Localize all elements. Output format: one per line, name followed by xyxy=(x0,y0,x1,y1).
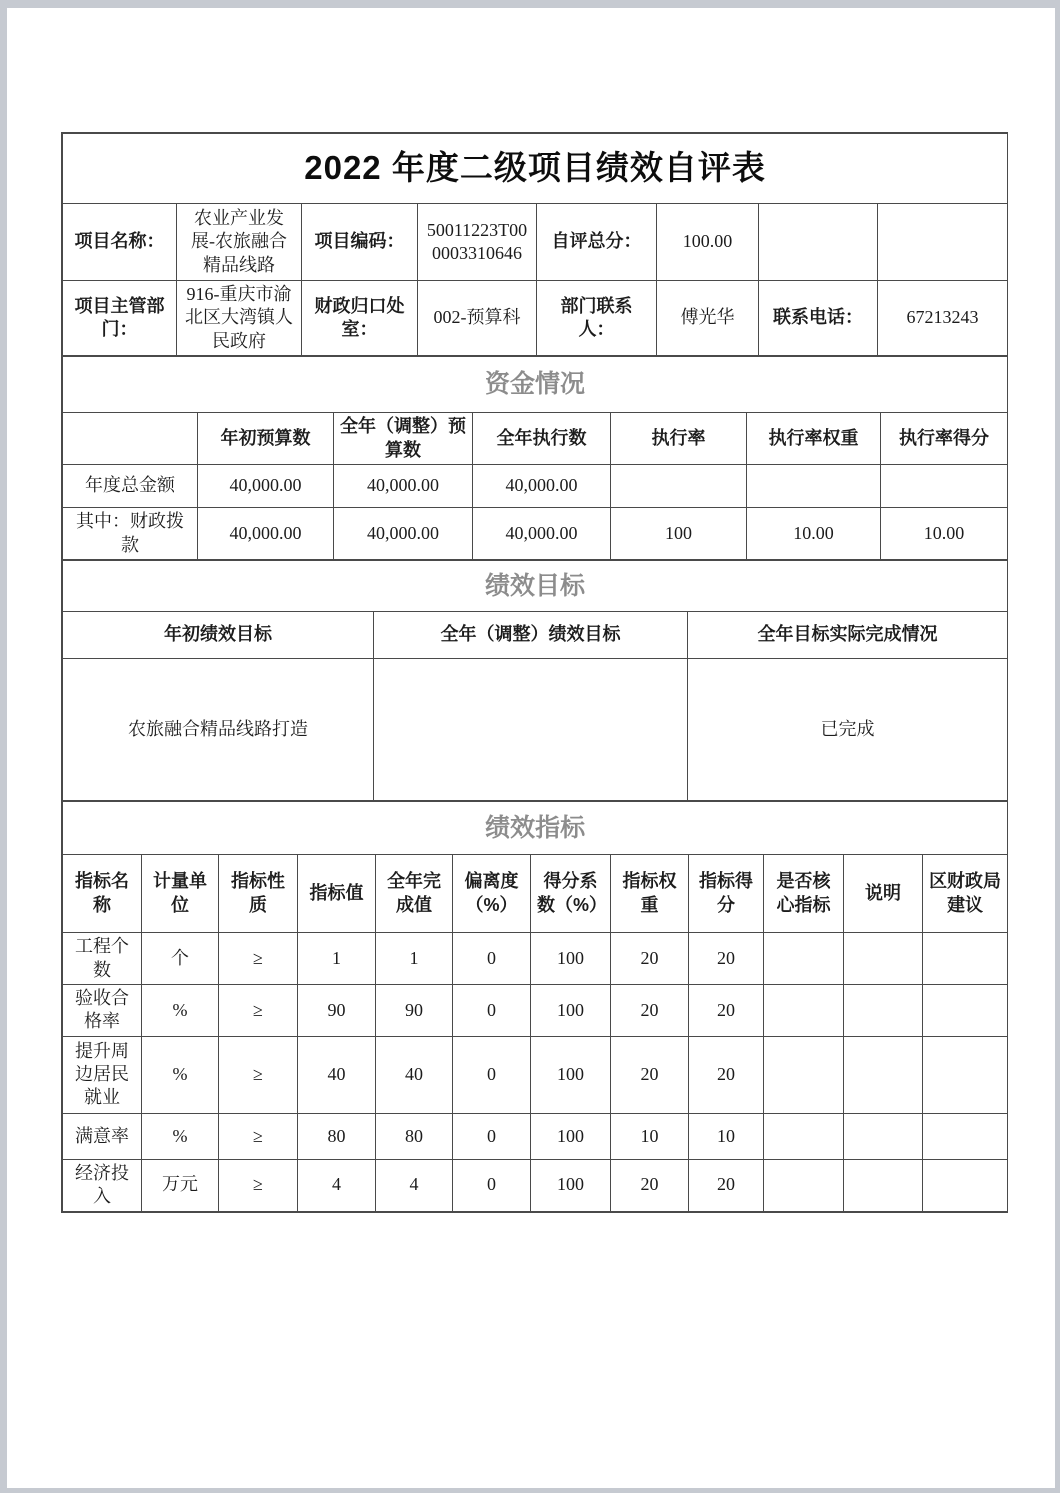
indicator-row xyxy=(63,1113,1008,1159)
cell xyxy=(764,1159,844,1211)
col-header: 全年完成值 xyxy=(376,855,453,933)
performance-goals-table xyxy=(62,560,1008,801)
col-header: 区财政局建议 xyxy=(923,855,1008,933)
cell: 0 xyxy=(453,984,531,1036)
cell: 4 xyxy=(298,1159,376,1211)
cell xyxy=(881,465,1008,508)
cell xyxy=(844,1113,923,1159)
cell: 100 xyxy=(531,984,611,1036)
cell: % xyxy=(142,1036,219,1113)
indicator-row xyxy=(63,1036,1008,1113)
info-row-1 xyxy=(63,204,1008,281)
cell: 万元 xyxy=(142,1159,219,1211)
cell: 4 xyxy=(376,1159,453,1211)
cell: 100 xyxy=(531,1036,611,1113)
cell: % xyxy=(142,984,219,1036)
project-info-table xyxy=(62,133,1008,356)
cell: 20 xyxy=(611,933,689,985)
title-row xyxy=(63,134,1008,204)
goals-content-row xyxy=(63,659,1008,801)
indicator-name: 满意率 xyxy=(63,1113,142,1159)
indicator-row xyxy=(63,933,1008,985)
cell: 90 xyxy=(298,984,376,1036)
cell: 20 xyxy=(689,933,764,985)
cell xyxy=(764,1113,844,1159)
col-header: 年初预算数 xyxy=(198,413,334,465)
cell: ≥ xyxy=(219,1159,298,1211)
phone-label: 联系电话： xyxy=(759,281,878,356)
funding-table xyxy=(62,356,1008,560)
cell xyxy=(844,1159,923,1211)
self-evaluation-form xyxy=(61,132,1008,1213)
fiscal-office-value: 002-预算科 xyxy=(418,281,537,356)
cell: ≥ xyxy=(219,933,298,985)
row-header: 其中：财政拨款 xyxy=(63,508,198,560)
cell: 40 xyxy=(298,1036,376,1113)
col-header: 全年（调整）绩效目标 xyxy=(374,612,688,659)
funding-row-fiscal xyxy=(63,508,1008,560)
cell: 10.00 xyxy=(747,508,881,560)
contact-person-value: 傅光华 xyxy=(657,281,759,356)
info-row-2 xyxy=(63,281,1008,356)
col-header: 计量单位 xyxy=(142,855,219,933)
supervising-dept-label: 项目主管部门： xyxy=(63,281,177,356)
funding-section-title: 资金情况 xyxy=(63,357,1008,413)
cell: 10.00 xyxy=(881,508,1008,560)
cell xyxy=(923,933,1008,985)
supervising-dept-value: 916-重庆市渝北区大湾镇人民政府 xyxy=(177,281,302,356)
cell: 0 xyxy=(453,933,531,985)
indicators-header-row xyxy=(63,855,1008,933)
empty-cell xyxy=(878,204,1008,281)
indicators-section-title: 绩效指标 xyxy=(63,802,1008,855)
col-header: 得分系数（%） xyxy=(531,855,611,933)
cell: 0 xyxy=(453,1159,531,1211)
self-score-label: 自评总分： xyxy=(537,204,657,281)
contact-person-label: 部门联系人： xyxy=(537,281,657,356)
cell: 20 xyxy=(611,1159,689,1211)
col-header: 全年（调整）预算数 xyxy=(334,413,473,465)
col-header: 执行率 xyxy=(611,413,747,465)
cell: 20 xyxy=(689,1159,764,1211)
indicator-name: 验收合格率 xyxy=(63,984,142,1036)
cell: 20 xyxy=(611,984,689,1036)
cell: 100 xyxy=(531,1159,611,1211)
cell: 100 xyxy=(531,1113,611,1159)
cell: 0 xyxy=(453,1036,531,1113)
cell xyxy=(923,1113,1008,1159)
col-header: 执行率权重 xyxy=(747,413,881,465)
indicators-section-row xyxy=(63,802,1008,855)
self-score-value: 100.00 xyxy=(657,204,759,281)
cell xyxy=(764,984,844,1036)
funding-section-row xyxy=(63,357,1008,413)
col-header: 指标性质 xyxy=(219,855,298,933)
cell: 40,000.00 xyxy=(334,508,473,560)
empty-cell xyxy=(759,204,878,281)
cell: 20 xyxy=(611,1036,689,1113)
col-header: 说明 xyxy=(844,855,923,933)
performance-indicators-table xyxy=(62,801,1008,1211)
cell: 0 xyxy=(453,1113,531,1159)
cell: 40,000.00 xyxy=(334,465,473,508)
cell xyxy=(923,984,1008,1036)
cell: 100 xyxy=(611,508,747,560)
cell xyxy=(923,1036,1008,1113)
cell xyxy=(764,933,844,985)
cell: 80 xyxy=(376,1113,453,1159)
col-header: 是否核心指标 xyxy=(764,855,844,933)
cell: 20 xyxy=(689,984,764,1036)
cell xyxy=(844,984,923,1036)
cell: ≥ xyxy=(219,1113,298,1159)
col-header: 指标名称 xyxy=(63,855,142,933)
fiscal-office-label: 财政归口处室： xyxy=(302,281,418,356)
col-header xyxy=(63,413,198,465)
cell: 40,000.00 xyxy=(473,508,611,560)
cell: 40,000.00 xyxy=(198,465,334,508)
cell xyxy=(844,1036,923,1113)
col-header: 全年执行数 xyxy=(473,413,611,465)
cell xyxy=(747,465,881,508)
indicator-row xyxy=(63,984,1008,1036)
cell: 20 xyxy=(689,1036,764,1113)
indicator-row xyxy=(63,1159,1008,1211)
col-header: 指标得分 xyxy=(689,855,764,933)
cell: 90 xyxy=(376,984,453,1036)
cell xyxy=(764,1036,844,1113)
initial-goal-value: 农旅融合精品线路打造 xyxy=(63,659,374,801)
form-title: 2022 年度二级项目绩效自评表 xyxy=(63,134,1008,204)
indicator-name: 提升周边居民就业 xyxy=(63,1036,142,1113)
col-header: 偏离度（%） xyxy=(453,855,531,933)
cell: 40,000.00 xyxy=(473,465,611,508)
cell: 40,000.00 xyxy=(198,508,334,560)
document-page xyxy=(7,8,1055,1488)
cell xyxy=(844,933,923,985)
goals-section-row xyxy=(63,561,1008,612)
goals-section-title: 绩效目标 xyxy=(63,561,1008,612)
cell: 40 xyxy=(376,1036,453,1113)
cell: ≥ xyxy=(219,1036,298,1113)
indicator-name: 经济投入 xyxy=(63,1159,142,1211)
row-header: 年度总金额 xyxy=(63,465,198,508)
cell: 80 xyxy=(298,1113,376,1159)
indicator-name: 工程个数 xyxy=(63,933,142,985)
col-header: 指标值 xyxy=(298,855,376,933)
goals-header-row xyxy=(63,612,1008,659)
cell: 个 xyxy=(142,933,219,985)
col-header: 年初绩效目标 xyxy=(63,612,374,659)
cell: 1 xyxy=(298,933,376,985)
col-header: 全年目标实际完成情况 xyxy=(688,612,1008,659)
cell: 10 xyxy=(689,1113,764,1159)
cell: ≥ xyxy=(219,984,298,1036)
funding-row-total xyxy=(63,465,1008,508)
goal-completion-value: 已完成 xyxy=(688,659,1008,801)
project-code-value: 50011223T000003310646 xyxy=(418,204,537,281)
cell: 1 xyxy=(376,933,453,985)
adjusted-goal-value xyxy=(374,659,688,801)
project-code-label: 项目编码： xyxy=(302,204,418,281)
project-name-label: 项目名称： xyxy=(63,204,177,281)
project-name-value: 农业产业发展-农旅融合精品线路 xyxy=(177,204,302,281)
cell: 10 xyxy=(611,1113,689,1159)
cell xyxy=(923,1159,1008,1211)
funding-header-row xyxy=(63,413,1008,465)
col-header: 指标权重 xyxy=(611,855,689,933)
cell: 100 xyxy=(531,933,611,985)
cell xyxy=(611,465,747,508)
cell: % xyxy=(142,1113,219,1159)
phone-value: 67213243 xyxy=(878,281,1008,356)
col-header: 执行率得分 xyxy=(881,413,1008,465)
